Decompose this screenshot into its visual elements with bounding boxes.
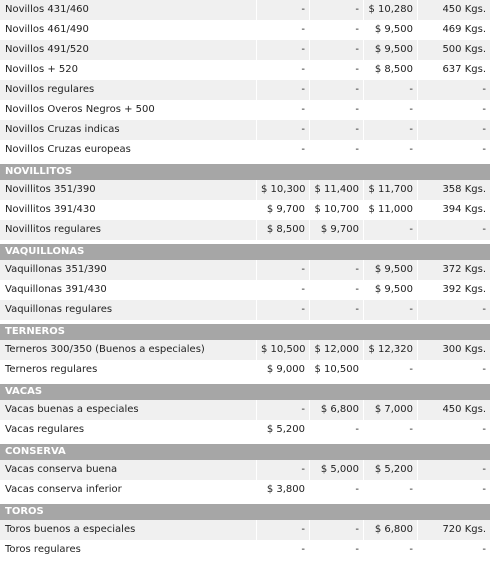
category-name-cell: Novillitos regulares [0, 220, 256, 240]
category-name-cell: Novillos Cruzas europeas [0, 140, 256, 160]
price-min-cell: - [257, 260, 309, 280]
price-mid-cell: - [310, 140, 363, 160]
table-row [0, 0, 490, 20]
price-mid-cell: - [310, 100, 363, 120]
price-max-cell: - [364, 120, 417, 140]
price-mid-cell: $ 6,800 [310, 400, 363, 420]
table-row [0, 360, 490, 380]
weight-cell: 500 Kgs. [418, 40, 490, 60]
weight-cell: 394 Kgs. [418, 200, 490, 220]
price-max-cell: - [364, 540, 417, 560]
price-mid-cell: - [310, 300, 363, 320]
weight-cell: - [418, 100, 490, 120]
table-row [0, 480, 490, 500]
category-name-cell: Vacas conserva inferior [0, 480, 256, 500]
price-max-cell: - [364, 80, 417, 100]
table-row [0, 40, 490, 60]
category-header [0, 384, 490, 400]
category-name-cell: Vaquillonas regulares [0, 300, 256, 320]
price-min-cell: - [257, 80, 309, 100]
price-min-cell: - [257, 0, 309, 20]
table-row [0, 140, 490, 160]
table-row [0, 400, 490, 420]
category-name-cell: Novillos + 520 [0, 60, 256, 80]
price-max-cell: - [364, 360, 417, 380]
weight-cell: - [418, 460, 490, 480]
table-row [0, 520, 490, 540]
weight-cell: - [418, 80, 490, 100]
weight-cell: - [418, 420, 490, 440]
table-row [0, 220, 490, 240]
category-title: VAQUILLONAS [0, 244, 490, 260]
category-name-cell: Novillitos 351/390 [0, 180, 256, 200]
price-mid-cell: $ 5,000 [310, 460, 363, 480]
price-mid-cell: $ 10,500 [310, 360, 363, 380]
table-row [0, 180, 490, 200]
price-max-cell: $ 12,320 [364, 340, 417, 360]
category-header [0, 504, 490, 520]
table-row [0, 460, 490, 480]
category-title: NOVILLITOS [0, 164, 490, 180]
price-mid-cell: - [310, 260, 363, 280]
price-min-cell: - [257, 60, 309, 80]
price-min-cell: - [257, 400, 309, 420]
table-row [0, 540, 490, 560]
price-min-cell: $ 10,300 [257, 180, 309, 200]
price-mid-cell: $ 11,400 [310, 180, 363, 200]
price-max-cell: $ 10,280 [364, 0, 417, 20]
category-header [0, 164, 490, 180]
table-row [0, 280, 490, 300]
price-mid-cell: - [310, 120, 363, 140]
category-name-cell: Terneros 300/350 (Buenos a especiales) [0, 340, 256, 360]
weight-cell: 469 Kgs. [418, 20, 490, 40]
price-max-cell: $ 9,500 [364, 280, 417, 300]
price-mid-cell: $ 12,000 [310, 340, 363, 360]
price-max-cell: - [364, 140, 417, 160]
price-mid-cell: - [310, 480, 363, 500]
table-row [0, 120, 490, 140]
price-mid-cell: - [310, 60, 363, 80]
weight-cell: 392 Kgs. [418, 280, 490, 300]
price-max-cell: - [364, 420, 417, 440]
price-max-cell: $ 5,200 [364, 460, 417, 480]
price-min-cell: - [257, 280, 309, 300]
price-mid-cell: - [310, 280, 363, 300]
price-mid-cell: - [310, 80, 363, 100]
price-min-cell: $ 9,000 [257, 360, 309, 380]
price-min-cell: - [257, 300, 309, 320]
price-min-cell: - [257, 540, 309, 560]
price-mid-cell: - [310, 420, 363, 440]
price-max-cell: $ 11,000 [364, 200, 417, 220]
category-name-cell: Vacas buenas a especiales [0, 400, 256, 420]
weight-cell: 450 Kgs. [418, 400, 490, 420]
weight-cell: - [418, 220, 490, 240]
weight-cell: - [418, 480, 490, 500]
price-mid-cell: $ 9,700 [310, 220, 363, 240]
table-row [0, 420, 490, 440]
weight-cell: 300 Kgs. [418, 340, 490, 360]
table-row [0, 100, 490, 120]
price-max-cell: - [364, 100, 417, 120]
category-name-cell: Toros regulares [0, 540, 256, 560]
category-name-cell: Vacas conserva buena [0, 460, 256, 480]
category-name-cell: Novillos 491/520 [0, 40, 256, 60]
price-mid-cell: - [310, 0, 363, 20]
table-row [0, 60, 490, 80]
price-min-cell: - [257, 520, 309, 540]
price-min-cell: - [257, 460, 309, 480]
price-min-cell: $ 9,700 [257, 200, 309, 220]
price-mid-cell: - [310, 20, 363, 40]
price-max-cell: $ 6,800 [364, 520, 417, 540]
category-title: VACAS [0, 384, 490, 400]
weight-cell: 637 Kgs. [418, 60, 490, 80]
price-max-cell: $ 9,500 [364, 260, 417, 280]
weight-cell: 358 Kgs. [418, 180, 490, 200]
category-title: TOROS [0, 504, 490, 520]
table-row [0, 80, 490, 100]
category-name-cell: Vaquillonas 351/390 [0, 260, 256, 280]
category-name-cell: Novillos 461/490 [0, 20, 256, 40]
price-max-cell: $ 9,500 [364, 40, 417, 60]
table-row [0, 260, 490, 280]
price-mid-cell: - [310, 520, 363, 540]
category-header [0, 244, 490, 260]
price-max-cell: - [364, 220, 417, 240]
price-max-cell: $ 7,000 [364, 400, 417, 420]
category-title: TERNEROS [0, 324, 490, 340]
weight-cell: - [418, 360, 490, 380]
category-name-cell: Terneros regulares [0, 360, 256, 380]
price-mid-cell: $ 10,700 [310, 200, 363, 220]
price-max-cell: - [364, 300, 417, 320]
price-mid-cell: - [310, 40, 363, 60]
table-row [0, 300, 490, 320]
weight-cell: - [418, 300, 490, 320]
weight-cell: 720 Kgs. [418, 520, 490, 540]
table-row [0, 20, 490, 40]
category-name-cell: Vaquillonas 391/430 [0, 280, 256, 300]
category-name-cell: Toros buenos a especiales [0, 520, 256, 540]
price-min-cell: - [257, 40, 309, 60]
price-min-cell: - [257, 20, 309, 40]
category-header [0, 324, 490, 340]
category-name-cell: Novillitos 391/430 [0, 200, 256, 220]
weight-cell: 372 Kgs. [418, 260, 490, 280]
price-max-cell: $ 8,500 [364, 60, 417, 80]
price-min-cell: $ 3,800 [257, 480, 309, 500]
category-name-cell: Novillos 431/460 [0, 0, 256, 20]
price-min-cell: - [257, 120, 309, 140]
price-mid-cell: - [310, 540, 363, 560]
price-min-cell: $ 10,500 [257, 340, 309, 360]
category-header [0, 444, 490, 460]
price-max-cell: $ 11,700 [364, 180, 417, 200]
price-min-cell: - [257, 100, 309, 120]
price-max-cell: - [364, 480, 417, 500]
price-min-cell: - [257, 140, 309, 160]
category-name-cell: Novillos regulares [0, 80, 256, 100]
weight-cell: - [418, 120, 490, 140]
category-name-cell: Novillos Cruzas indicas [0, 120, 256, 140]
category-title: CONSERVA [0, 444, 490, 460]
category-name-cell: Novillos Overos Negros + 500 [0, 100, 256, 120]
weight-cell: - [418, 140, 490, 160]
category-name-cell: Vacas regulares [0, 420, 256, 440]
price-min-cell: $ 5,200 [257, 420, 309, 440]
table-row [0, 340, 490, 360]
price-max-cell: $ 9,500 [364, 20, 417, 40]
weight-cell: - [418, 540, 490, 560]
price-min-cell: $ 8,500 [257, 220, 309, 240]
weight-cell: 450 Kgs. [418, 0, 490, 20]
table-row [0, 200, 490, 220]
